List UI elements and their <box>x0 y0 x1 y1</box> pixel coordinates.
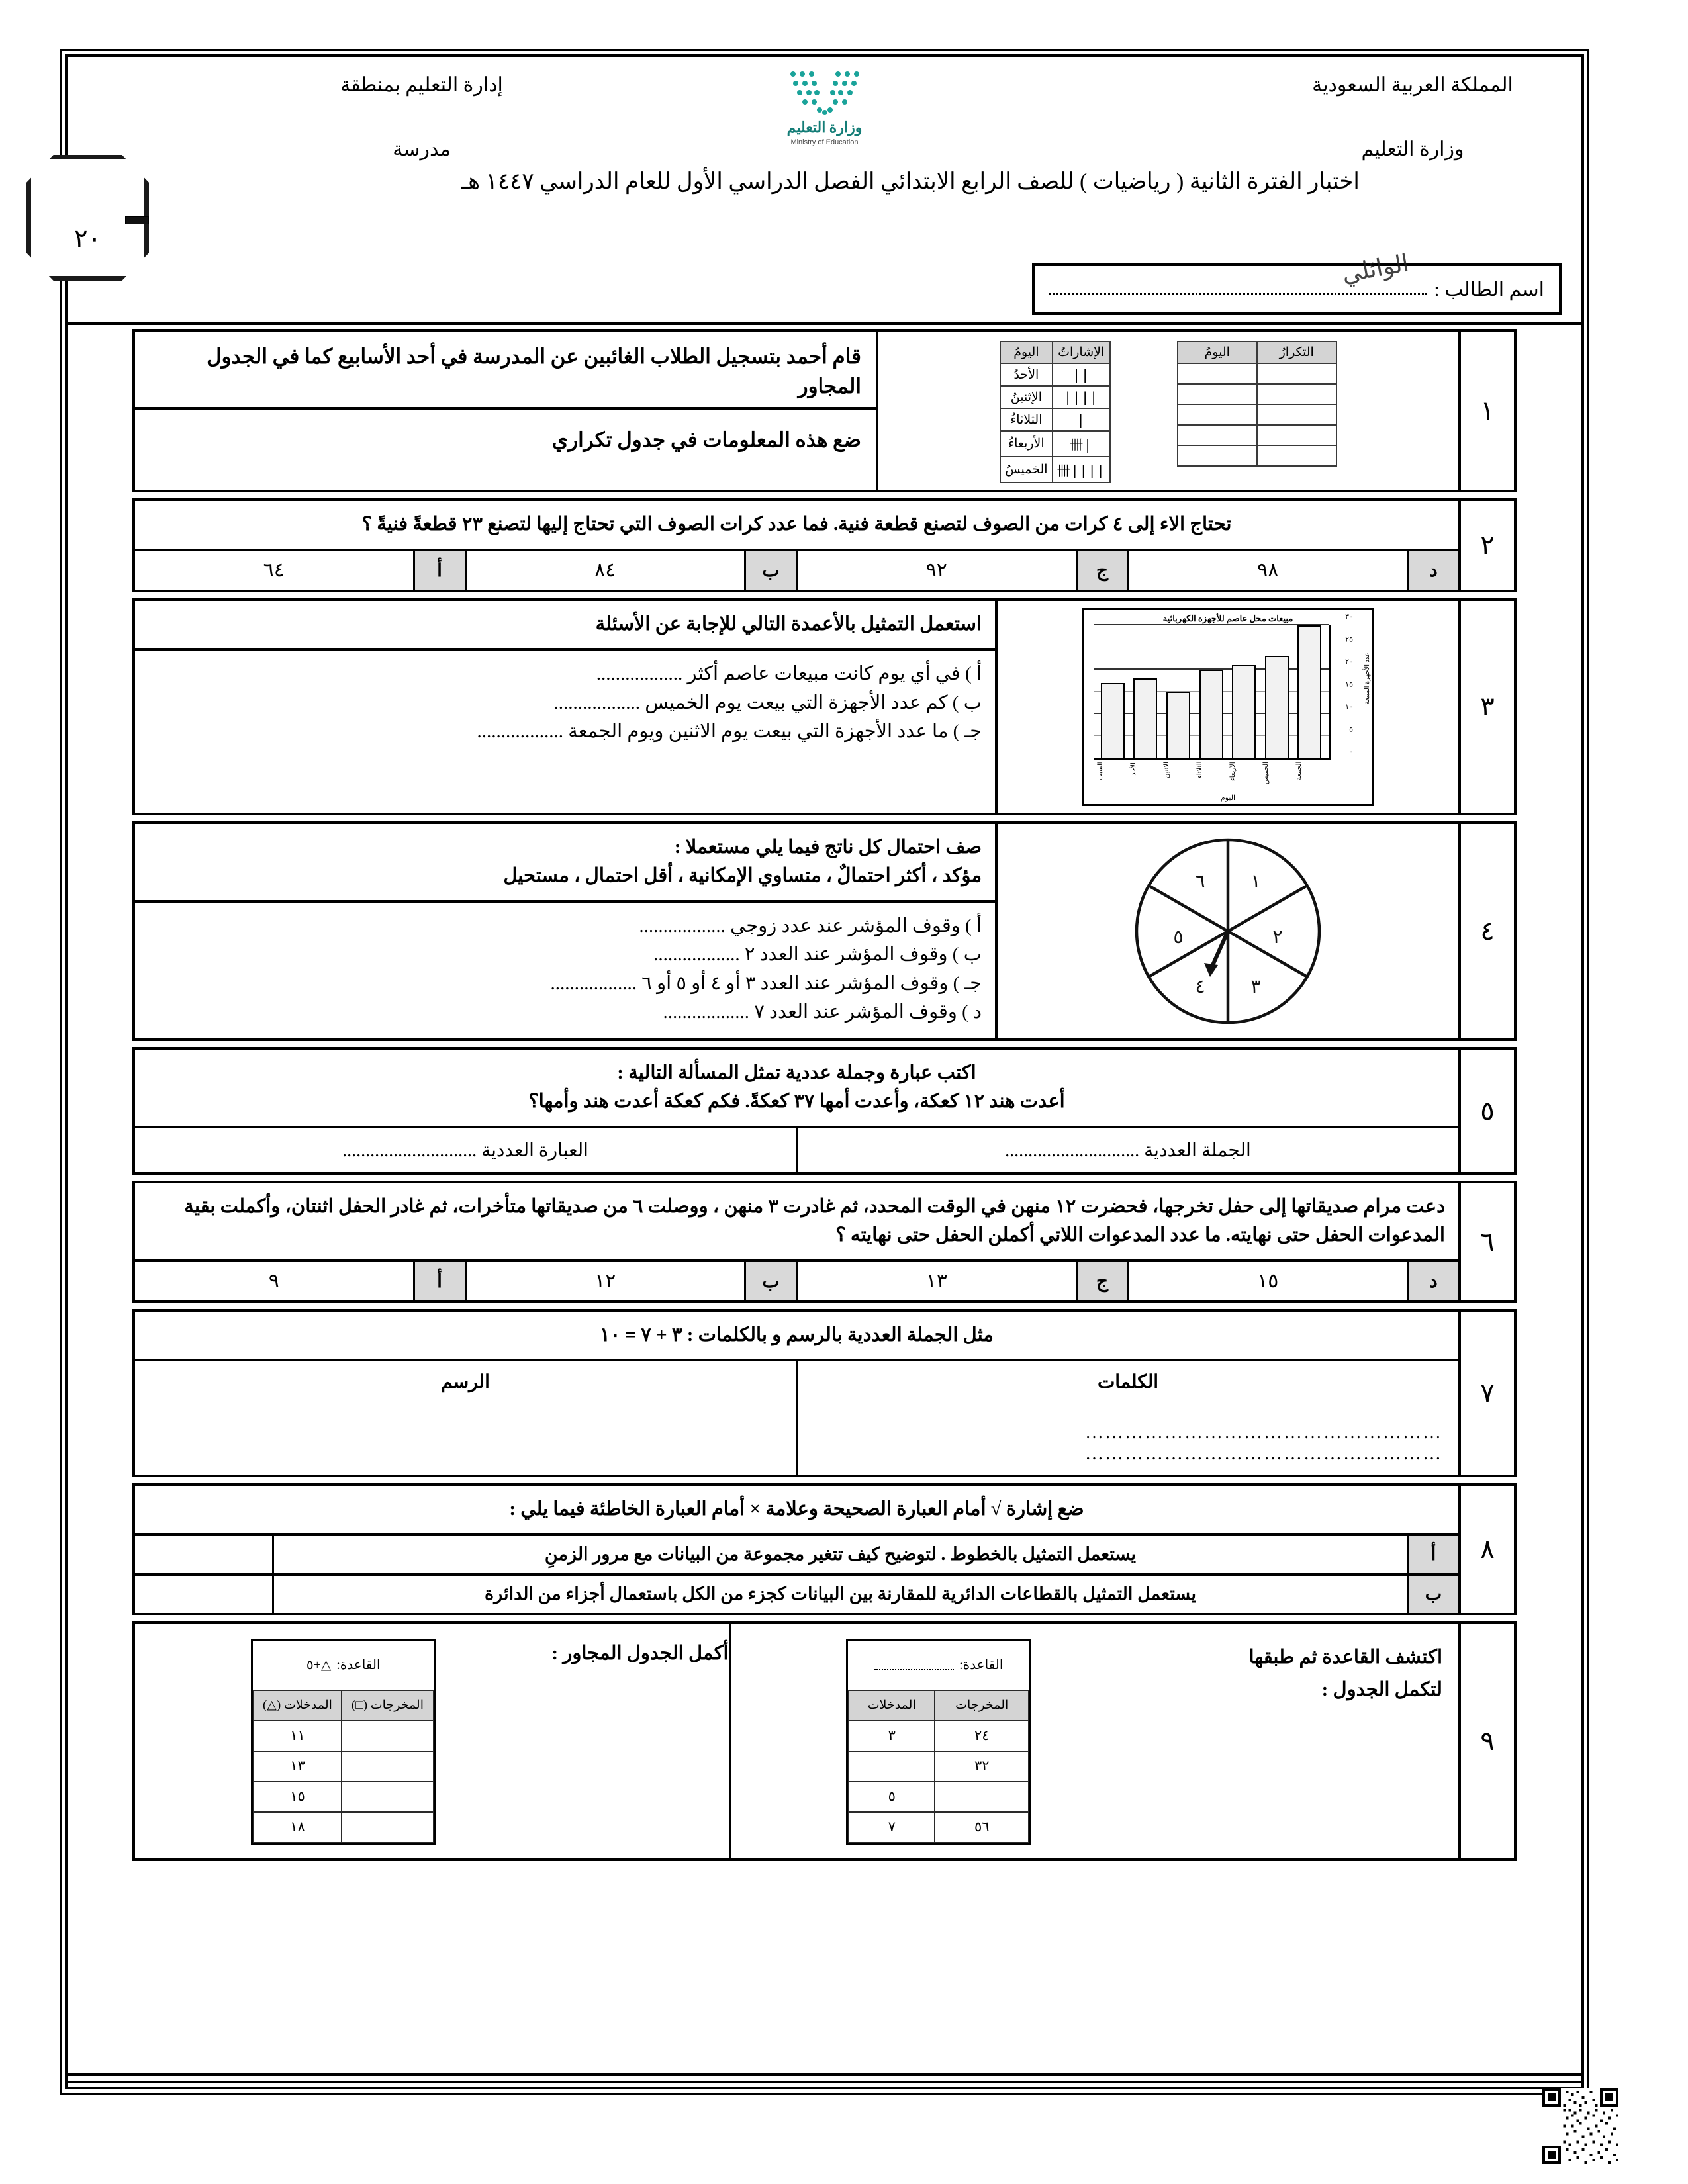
output-cell[interactable] <box>342 1782 434 1812</box>
chart-bar <box>1297 625 1321 758</box>
badge-divider <box>125 216 149 224</box>
page-header <box>68 57 1581 300</box>
ministry-of-education-logo <box>752 69 898 146</box>
student-name-field[interactable] <box>1032 263 1562 315</box>
statement-letter-a: أ <box>1407 1536 1458 1573</box>
numeric-expression-blank[interactable]: ............................. <box>342 1140 477 1161</box>
option-value-b[interactable]: ٨٤ <box>465 551 745 590</box>
question-4-prompt <box>135 824 995 900</box>
question-2-options <box>135 549 1458 590</box>
freq-header-count: التكرارُ <box>1257 341 1336 363</box>
table-row <box>849 1782 1029 1812</box>
education-directorate-label: إدارة التعليم بمنطقة <box>340 74 503 96</box>
question-4-subquestions <box>135 903 995 1036</box>
chart-bar <box>1265 656 1289 758</box>
question-8-statement-b <box>135 1573 1458 1613</box>
statement-letter-b: ب <box>1407 1576 1458 1613</box>
rule-value: △+٥ <box>306 1658 332 1672</box>
table-row <box>1178 363 1336 384</box>
subquestion-c[interactable]: جـ ) وقوف المؤشر عند العدد ٣ أو ٤ أو ٥ أو ٦ .................. <box>550 972 982 994</box>
output-cell[interactable]: ٢٤ <box>935 1721 1029 1751</box>
tally-header-day: اليومُ <box>1000 341 1052 363</box>
question-3 <box>132 598 1517 815</box>
question-8-number: ٨ <box>1458 1486 1514 1613</box>
question-7-number: ٧ <box>1458 1312 1514 1475</box>
numeric-expression-label: العبارة العددية <box>481 1140 588 1161</box>
question-4-prompt-line2: مؤكد ، أكثر احتمالٌ ، متساوي الإمكانية ، أقل احتمال ، مستحيل <box>503 865 982 886</box>
question-6-number: ٦ <box>1458 1183 1514 1300</box>
rule-row-blank[interactable] <box>848 1641 1029 1690</box>
student-name-blank[interactable] <box>1049 279 1427 295</box>
chart-y-tick: ٠ <box>1349 748 1353 756</box>
input-cell[interactable]: ١١ <box>254 1721 342 1751</box>
table-row <box>1000 431 1109 457</box>
statement-text-b: يستعمل التمثيل بالقطاعات الدائرية للمقارنة بين البيانات كجزء من الكل باستعمال أجزاء من الدائرة <box>485 1584 1196 1604</box>
words-column-label: الكلمات <box>1097 1372 1159 1392</box>
page-bottom-rule-1 <box>68 2073 1581 2076</box>
table-row <box>254 1812 434 1843</box>
chart-y-tick: ٥ <box>1349 725 1353 734</box>
tally-day: الثلاثاءُ <box>1000 408 1052 431</box>
question-9-prompt-line2: لتكمل الجدول : <box>1321 1678 1442 1700</box>
function-table-apply <box>251 1639 436 1845</box>
chart-x-tick-label: الأحد <box>1130 762 1137 776</box>
logo-arabic-text: وزارة التعليم <box>786 119 863 136</box>
tally-marks: |卌 <box>1053 431 1110 457</box>
chart-bar <box>1232 665 1256 758</box>
tally-marks: | <box>1053 408 1110 431</box>
subquestion-c[interactable]: جـ ) ما عدد الأجهزة التي بيعت يوم الاثنين ويوم الجمعة .................. <box>477 721 982 742</box>
subquestion-a[interactable]: أ ) وقوف المؤشر عند عدد زوجي .................. <box>639 915 982 936</box>
chart-bar <box>1101 683 1125 758</box>
tally-day: الإثنينُ <box>1000 386 1052 408</box>
words-blank-line-2[interactable]: ……………………………………………… <box>1085 1443 1442 1464</box>
chart-x-tick-labels <box>1090 761 1327 784</box>
output-cell[interactable]: ٥٦ <box>935 1812 1029 1843</box>
question-8-statement-a <box>135 1533 1458 1573</box>
words-column[interactable] <box>798 1361 1458 1475</box>
chart-x-tick-label: الخميس <box>1262 761 1270 784</box>
question-6 <box>132 1181 1517 1303</box>
question-1-number: ١ <box>1458 332 1514 490</box>
output-cell[interactable] <box>342 1721 434 1751</box>
question-2-prompt: تحتاج الاء إلى ٤ كرات من الصوف لتصنع قطعة فنية. فما عدد كرات الصوف التي تحتاج إليها لتصنع ٢٣ قطعةً فنيةً ؟ <box>361 514 1232 535</box>
chart-bar <box>1133 678 1157 758</box>
output-cell[interactable] <box>342 1751 434 1782</box>
question-7-prompt: مثل الجملة العددية بالرسم و بالكلمات : ٣ + ٧ = ١٠ <box>600 1324 994 1345</box>
svg-text:٤: ٤ <box>1195 976 1205 997</box>
chart-title: مبيعات محل عاصم للأجهزة الكهربائية <box>1162 613 1293 623</box>
output-header: المخرجات (□) <box>342 1690 434 1721</box>
ministry-label: وزارة التعليم <box>1361 138 1464 160</box>
kingdom-label: المملكة العربية السعودية <box>1312 74 1513 96</box>
question-2 <box>132 498 1517 592</box>
chart-y-tick: ١٥ <box>1345 680 1353 688</box>
question-5 <box>132 1047 1517 1175</box>
option-value-c[interactable]: ٩٢ <box>796 551 1076 590</box>
chart-y-ticks <box>1332 613 1353 760</box>
page-bottom-rule-2 <box>68 2081 1581 2083</box>
table-row <box>849 1751 1029 1782</box>
input-cell[interactable] <box>849 1751 935 1782</box>
output-cell[interactable] <box>342 1812 434 1843</box>
chart-y-tick: ٣٠ <box>1345 613 1353 621</box>
table-row <box>1000 386 1109 408</box>
table-row <box>1000 408 1109 431</box>
question-9-number: ٩ <box>1458 1624 1514 1858</box>
table-row <box>1178 404 1336 425</box>
numeric-sentence-answer[interactable] <box>798 1128 1458 1172</box>
svg-text:٣: ٣ <box>1250 976 1261 997</box>
option-letter-b: ب <box>744 1262 796 1300</box>
tally-day: الخميسُ <box>1000 457 1052 482</box>
question-1-tables <box>876 332 1458 490</box>
option-letter-c: ج <box>1076 1262 1127 1300</box>
option-value-d[interactable]: ١٥ <box>1127 1262 1407 1300</box>
statement-answer-a[interactable] <box>135 1536 274 1573</box>
qr-code-icon <box>1542 2088 1618 2164</box>
header-right-block <box>1270 74 1555 160</box>
question-9-right-table-cell <box>729 1624 1147 1858</box>
handwritten-signature: الوائلي <box>1340 250 1411 289</box>
rule-label: القاعدة: <box>336 1658 381 1672</box>
output-cell[interactable] <box>935 1782 1029 1812</box>
frequency-table[interactable] <box>1177 341 1337 467</box>
subquestion-d[interactable]: د ) وقوف المؤشر عند العدد ٧ .................. <box>663 1001 982 1023</box>
question-3-prompt: استعمل التمثيل بالأعمدة التالي للإجابة عن الأسئلة <box>595 613 982 635</box>
numeric-expression-answer[interactable] <box>135 1128 798 1172</box>
option-value-d[interactable]: ٩٨ <box>1127 551 1407 590</box>
question-3-subquestions <box>135 651 995 756</box>
logo-english-text: Ministry of Education <box>790 138 859 146</box>
words-blank-line-1[interactable]: ……………………………………………… <box>1085 1422 1442 1443</box>
input-header: المدخلات (△) <box>254 1690 342 1721</box>
input-cell[interactable]: ١٨ <box>254 1812 342 1843</box>
header-left-block <box>279 74 564 160</box>
function-table-discover <box>846 1639 1031 1845</box>
question-9 <box>132 1621 1517 1861</box>
option-value-b[interactable]: ١٢ <box>465 1262 745 1300</box>
chart-x-tick-label: الاثنين <box>1163 761 1170 778</box>
tally-day: الأحدُ <box>1000 363 1052 386</box>
chart-x-tick-label: الجمعة <box>1295 761 1303 780</box>
question-5-answer-row <box>135 1126 1458 1172</box>
rule-blank[interactable] <box>874 1660 954 1670</box>
questions-container <box>68 325 1581 2087</box>
option-letter-a: أ <box>413 1262 465 1300</box>
chart-x-tick-label: الأربعاء <box>1229 761 1237 781</box>
output-header: المخرجات <box>935 1690 1029 1721</box>
table-row <box>1178 384 1336 404</box>
question-5-prompt-line1: اكتب عبارة وجملة عددية تمثل المسألة التالية : <box>617 1062 976 1083</box>
svg-text:١: ١ <box>1250 871 1261 892</box>
option-value-a[interactable]: ٩ <box>268 1270 279 1292</box>
question-4-number: ٤ <box>1458 824 1514 1038</box>
input-cell[interactable]: ٣ <box>849 1721 935 1751</box>
table-row <box>1000 457 1109 482</box>
tally-header-marks: الإشاراتُ <box>1053 341 1110 363</box>
input-header: المدخلات <box>849 1690 935 1721</box>
question-9-prompt-line1: اكتشف القاعدة ثم طبقها <box>1248 1646 1442 1668</box>
rule-row-known <box>253 1641 434 1690</box>
question-7-answer-columns <box>135 1359 1458 1475</box>
question-5-prompt-line2: أعدت هند ١٢ كعكة، وأعدت أمها ٣٧ كعكةً. فكم كعكة أعدت هند وأمها؟ <box>528 1091 1065 1112</box>
chart-y-tick: ٢٠ <box>1345 658 1353 666</box>
question-3-chart-cell <box>995 601 1458 813</box>
tally-day: الأربعاءُ <box>1000 431 1052 457</box>
chart-x-tick-label: الثلاثاء <box>1196 761 1203 778</box>
input-cell[interactable]: ١٣ <box>254 1751 342 1782</box>
chart-bar <box>1166 692 1190 758</box>
rule-label: القاعدة: <box>959 1658 1004 1672</box>
question-6-prompt: دعت مرام صديقاتها إلى حفل تخرجها، فحضرت ١٢ منهن في الوقت المحدد، ثم غادرت ٣ منهن ، ووصلت ٦ من صديقاتها متأخرات، ثم غادر الحفل اثنتان، وأكملت بقية المدعوات الحفل حتى نهايته. ما عدد المدعوات اللاتي أكملن الحفل حتى نهايته ؟ <box>184 1195 1445 1246</box>
chart-x-axis-label: اليوم <box>1220 794 1236 802</box>
exam-title: اختبار الفترة الثانية ( رياضيات ) للصف الرابع الابتدائي الفصل الدراسي الأول للعام الدراسي ١٤٤٧ هـ <box>461 169 1360 194</box>
question-2-number: ٢ <box>1458 501 1514 590</box>
svg-text:٥: ٥ <box>1173 927 1184 948</box>
input-cell[interactable]: ٥ <box>849 1782 935 1812</box>
question-4-spinner-cell <box>995 824 1458 1038</box>
question-9-left-table-cell <box>135 1624 551 1858</box>
option-letter-d: د <box>1407 551 1458 590</box>
option-letter-b: ب <box>744 551 796 590</box>
spinner-wheel-icon <box>1129 832 1327 1030</box>
exam-page <box>65 54 1584 2089</box>
table-row <box>254 1751 434 1782</box>
option-value-a[interactable]: ٦٤ <box>263 559 285 581</box>
table-row <box>849 1721 1029 1751</box>
tally-marks: |||| <box>1053 386 1110 408</box>
option-value-c[interactable]: ١٣ <box>796 1262 1076 1300</box>
student-name-label: اسم الطالب : <box>1434 278 1544 300</box>
chart-bars <box>1094 625 1329 758</box>
output-cell[interactable]: ٣٢ <box>935 1751 1029 1782</box>
question-5-prompt <box>135 1050 1458 1126</box>
table-row <box>849 1812 1029 1843</box>
chart-x-tick-label: السبت <box>1097 761 1104 780</box>
drawing-column-label: الرسم <box>441 1372 490 1392</box>
subquestion-b[interactable]: ب ) كم عدد الأجهزة التي بيعت يوم الخميس .................. <box>553 692 982 713</box>
question-5-number: ٥ <box>1458 1050 1514 1172</box>
school-label: مدرسة <box>393 138 451 160</box>
question-1-prompt-top: قام أحمد بتسجيل الطلاب الغائبين عن المدرسة في أحد الأسابيع كما في الجدول المجاور <box>207 345 861 398</box>
question-4 <box>132 821 1517 1041</box>
question-8 <box>132 1483 1517 1615</box>
table-row <box>1000 363 1109 386</box>
statement-answer-b[interactable] <box>135 1576 274 1613</box>
freq-header-day: اليومُ <box>1178 341 1257 363</box>
question-1 <box>132 329 1517 492</box>
question-9-prompt <box>1147 1624 1458 1858</box>
table-row <box>254 1721 434 1751</box>
drawing-column[interactable] <box>135 1361 798 1475</box>
table-row <box>1178 445 1336 466</box>
question-3-number: ٣ <box>1458 601 1514 813</box>
logo-palm-dots-icon <box>752 69 898 116</box>
question-6-options <box>135 1259 1458 1300</box>
option-letter-c: ج <box>1076 551 1127 590</box>
tally-table <box>1000 341 1110 483</box>
subquestion-a[interactable]: أ ) في أي يوم كانت مبيعات عاصم أكثر .................. <box>596 663 982 684</box>
question-4-prompt-line1: صف احتمال كل ناتج فيما يلي مستعملا : <box>674 836 982 858</box>
chart-y-axis-label: عدد الأجهزة المبيعة <box>1364 652 1371 704</box>
question-9-middle-instruction: أكمل الجدول المجاور : <box>551 1642 729 1664</box>
question-7 <box>132 1309 1517 1478</box>
chart-y-tick: ١٠ <box>1345 703 1353 711</box>
option-letter-a: أ <box>413 551 465 590</box>
chart-plot <box>1094 625 1331 760</box>
question-1-prompt-bottom: ضع هذه المعلومات في جدول تكراري <box>551 428 861 451</box>
option-letter-d: د <box>1407 1262 1458 1300</box>
input-cell[interactable]: ١٥ <box>254 1782 342 1812</box>
svg-text:٢: ٢ <box>1272 927 1283 948</box>
chart-y-tick: ٢٥ <box>1345 635 1353 643</box>
svg-text:٦: ٦ <box>1195 871 1205 892</box>
tally-marks: || <box>1053 363 1110 386</box>
table-row <box>254 1782 434 1812</box>
statement-text-a: يستعمل التمثيل بالخطوط . لتوضيح كيف تتغير مجموعة من البيانات مع مرور الزمنِ <box>544 1544 1137 1564</box>
tally-marks: ||||卌 <box>1053 457 1110 482</box>
numeric-sentence-label: الجملة العددية <box>1144 1140 1251 1161</box>
numeric-sentence-blank[interactable]: ............................. <box>1005 1140 1140 1161</box>
input-cell[interactable]: ٧ <box>849 1812 935 1843</box>
subquestion-b[interactable]: ب ) وقوف المؤشر عند العدد ٢ .................. <box>653 944 982 965</box>
question-8-prompt: ضع إشارة √ أمام العبارة الصحيحة وعلامة × أمام العبارة الخاطئة فيما يلي : <box>509 1498 1084 1520</box>
table-row <box>1178 425 1336 445</box>
total-mark-value: ٢٠ <box>74 225 101 253</box>
bar-chart <box>1082 608 1374 806</box>
total-mark-badge <box>26 155 149 281</box>
chart-bar <box>1199 670 1223 758</box>
